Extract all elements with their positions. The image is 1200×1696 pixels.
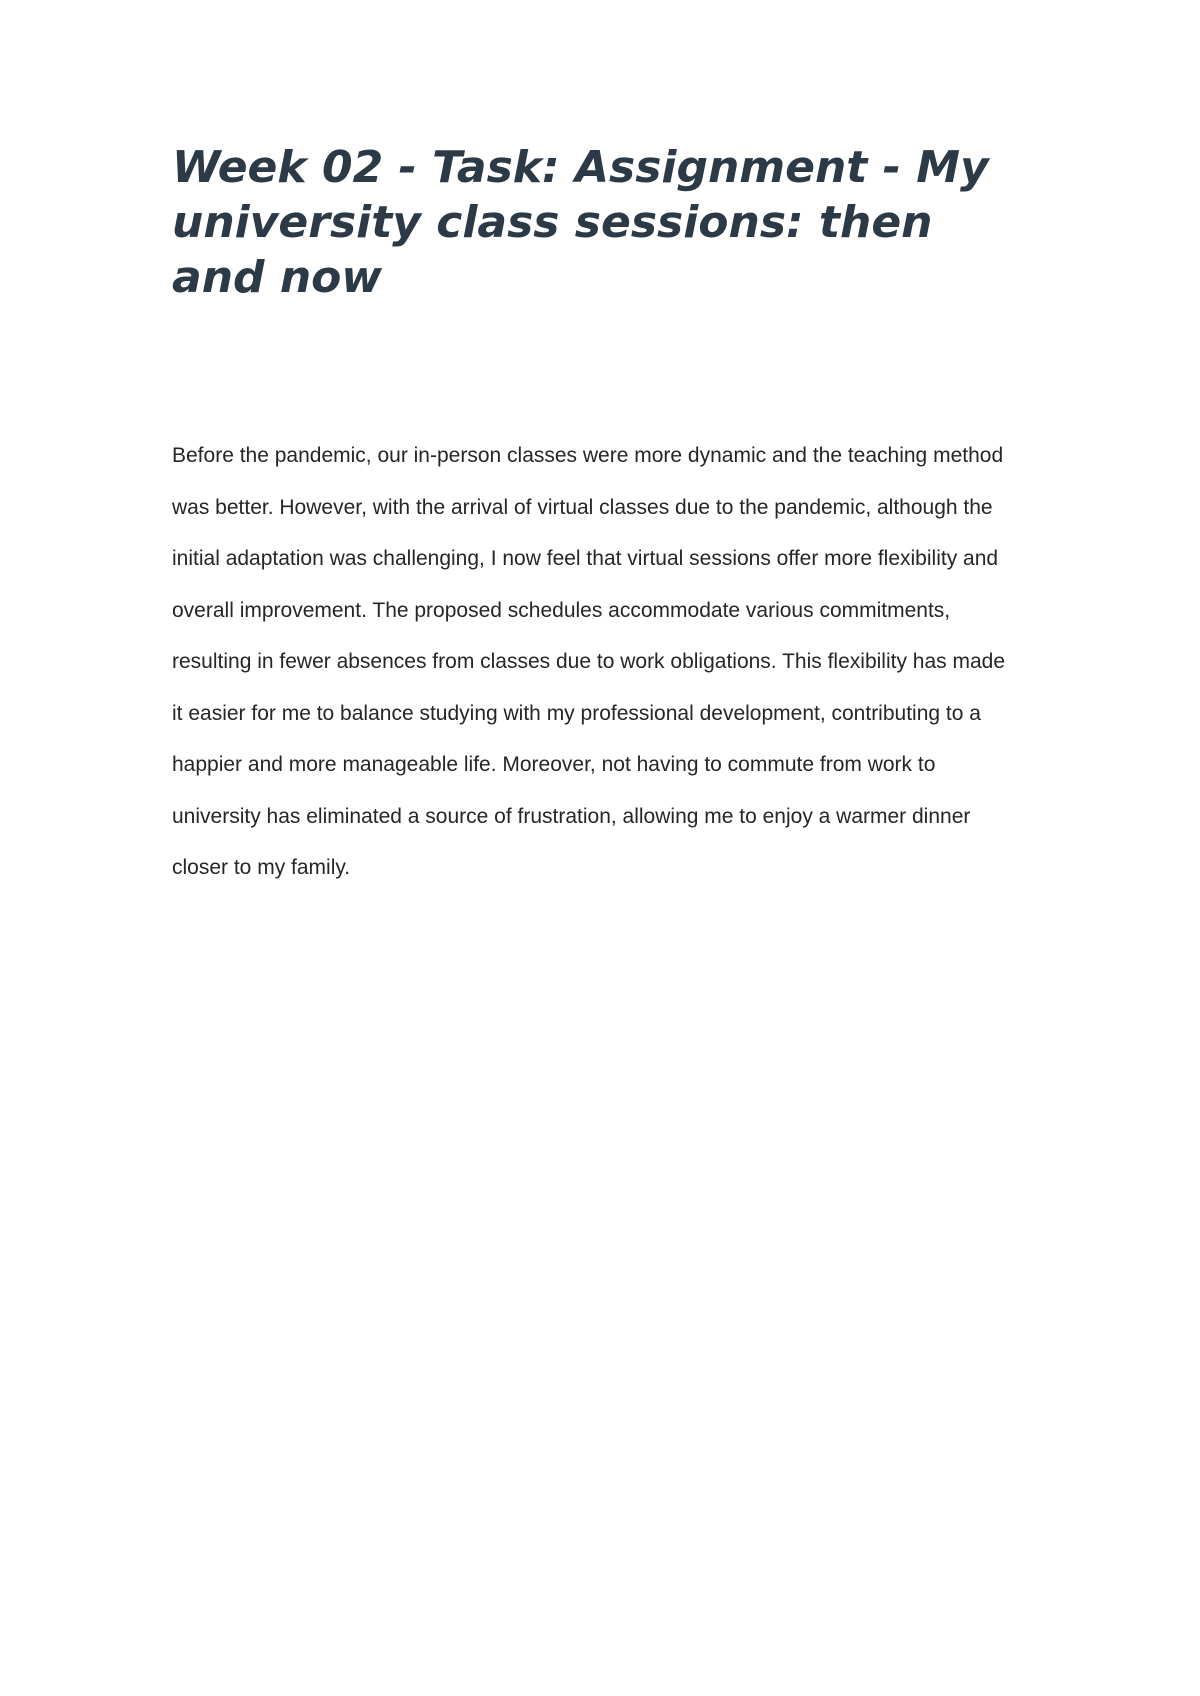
document-title: Week 02 - Task: Assignment - My university class sessions: then and now [172, 142, 989, 303]
body-paragraph: Before the pandemic, our in-person classes were more dynamic and the teaching method was better. However, with the arrival of virtual classes due to the pandemic, although the initial adaptation was challenging, I now feel that virtual sessions offer more flexibility and overall improvement. The proposed schedules accommodate various commitments, resulting in fewer absences from classes due to work obligations. This flexibility has made it easier for me to balance studying with my professional development, contributing to a happier and more manageable life. Moreover, not having to commute from work to university has eliminated a source of frustration, allowing me to enjoy a warmer dinner closer to my family. [172, 444, 1006, 879]
